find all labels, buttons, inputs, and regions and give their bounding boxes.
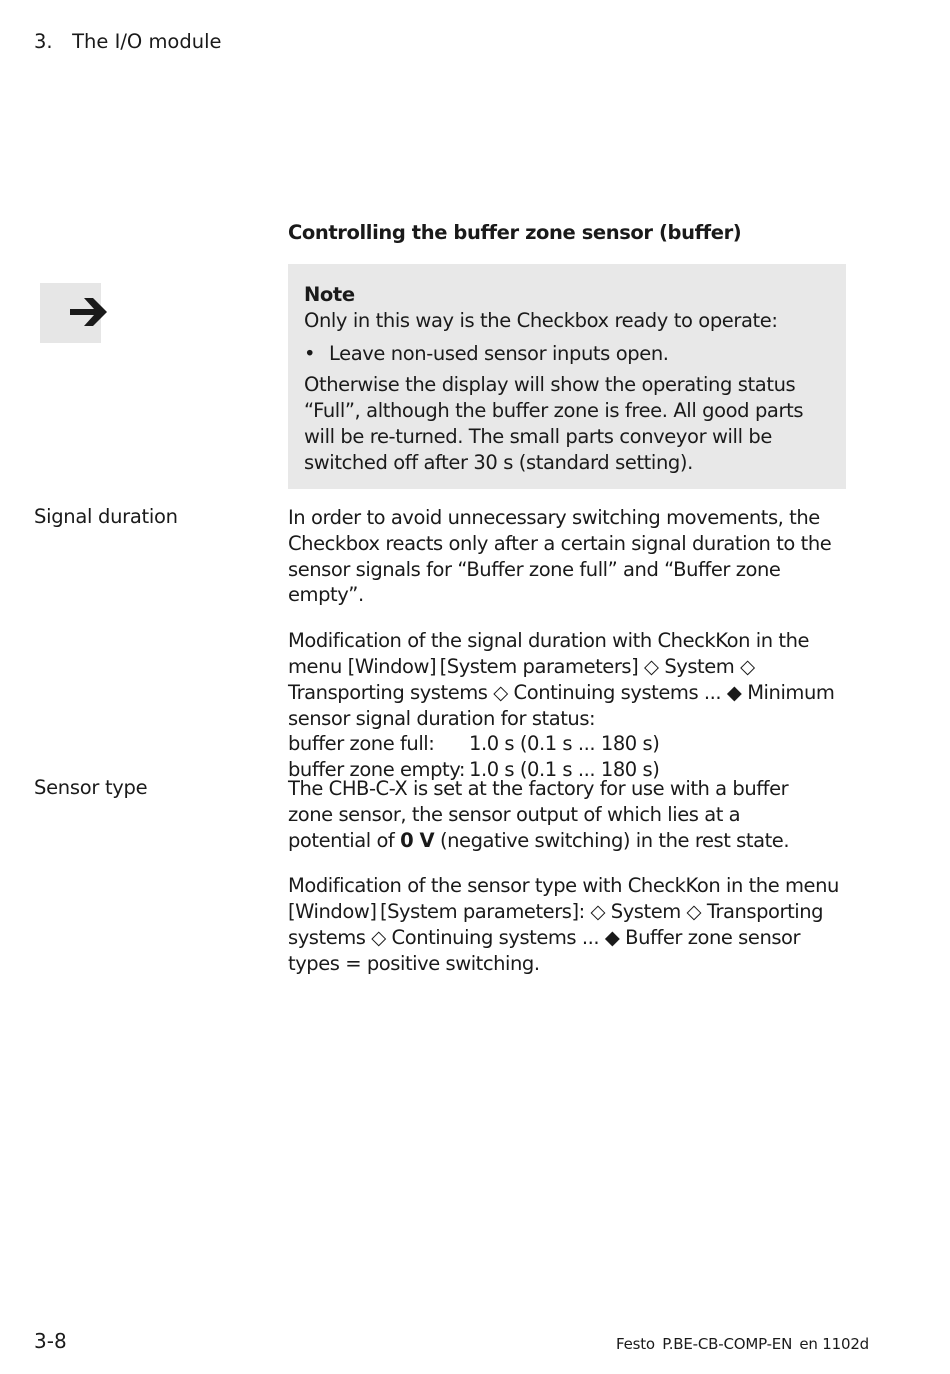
signal-duration-label: Signal duration xyxy=(34,505,178,528)
sensor-type-para2: Modification of the sensor type with CheckKon in the menu [Window] [System parameters]: ◇ System ◇ Transporting systems ◇ Continuing systems ... ◆ Buffer zone sensor types = positive switching. xyxy=(288,874,839,975)
row-value: 1.0 s (0.1 s ... 180 s) xyxy=(469,758,660,782)
sensor-type-section xyxy=(288,776,854,977)
note-box xyxy=(288,264,846,489)
note-bullet-text: Leave non-used sensor inputs open. xyxy=(329,341,669,365)
page-number: 3-8 xyxy=(34,1329,67,1353)
signal-duration-para2: Modification of the signal duration with CheckKon in the menu [Window] [System parameters] ◇ System ◇ Transporting systems ◇ Continuing systems ... ◆ Minimum sensor signal duration for status: xyxy=(288,629,835,730)
signal-duration-row-full xyxy=(288,731,854,757)
row-label: buffer zone empty: xyxy=(288,758,466,782)
sensor-type-para1 xyxy=(288,776,823,853)
row-value: 1.0 s (0.1 s ... 180 s) xyxy=(469,732,660,756)
note-bullet-item xyxy=(304,341,844,367)
sensor-type-para1-text: The CHB-C-X is set at the factory for use with a buffer zone sensor, the sensor output of which lies at a potential of xyxy=(288,777,789,852)
signal-duration-para1: In order to avoid unnecessary switching movements, the Checkbox reacts only after a certain signal duration to the sensor signals for “Buffer zone full” and “Buffer zone empty”. xyxy=(288,506,832,607)
voltage-value: 0 V xyxy=(400,828,435,852)
document-reference: Festo P.BE-CB-COMP-EN en 1102d xyxy=(616,1335,869,1353)
note-body: Otherwise the display will show the operating status “Full”, although the buffer zone is free. All good parts will be re-turned. The small parts conveyor will be switched off after 30 s (standard setting). xyxy=(304,373,804,474)
note-heading: Note xyxy=(304,283,355,306)
signal-duration-section xyxy=(288,505,854,783)
sensor-type-label: Sensor type xyxy=(34,776,148,799)
note-icon-box xyxy=(40,283,101,343)
sensor-type-para1-text-end: (negative switching) in the rest state. xyxy=(434,828,790,852)
row-label: buffer zone full: xyxy=(288,732,435,756)
arrow-right-icon xyxy=(68,291,112,333)
note-intro: Only in this way is the Checkbox ready to operate: xyxy=(304,308,778,332)
running-header: 3. The I/O module xyxy=(34,30,222,53)
section-title: Controlling the buffer zone sensor (buffer) xyxy=(288,221,742,244)
bullet-marker: • xyxy=(304,341,316,365)
